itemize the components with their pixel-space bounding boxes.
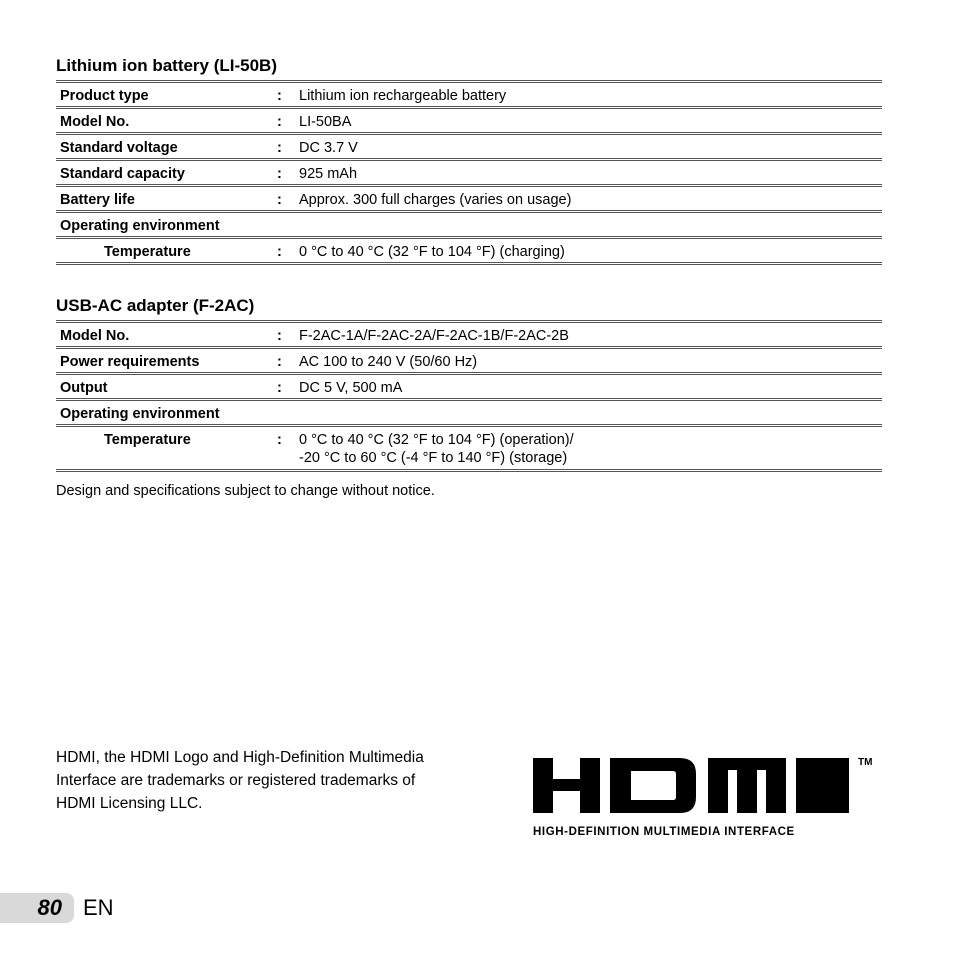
spec-value-line-1: 0 °C to 40 °C (32 °F to 104 °F) (operation)/ — [299, 432, 574, 448]
spec-label: Model No. — [60, 114, 130, 130]
spec-row-product-type — [56, 83, 882, 109]
spec-label: Temperature — [104, 432, 191, 448]
hdmi-logo-graphic — [530, 754, 882, 840]
spec-row-operating-environment — [56, 401, 882, 427]
spec-value: Approx. 300 full charges (varies on usage) — [299, 192, 572, 208]
trademark-line-3: HDMI Licensing LLC. — [56, 795, 203, 812]
spec-label: Operating environment — [60, 218, 220, 234]
battery-spec-table — [56, 80, 882, 265]
spec-colon: : — [277, 380, 282, 396]
spec-value: F-2AC-1A/F-2AC-2A/F-2AC-1B/F-2AC-2B — [299, 328, 569, 344]
spec-label: Power requirements — [60, 354, 200, 370]
specification-notice: Design and specifications subject to change without notice. — [56, 483, 435, 499]
page-number-tab — [0, 893, 74, 923]
page-language: EN — [83, 895, 114, 920]
spec-value: DC 5 V, 500 mA — [299, 380, 403, 396]
spec-row-output — [56, 375, 882, 401]
spec-colon: : — [277, 114, 282, 130]
spec-label: Standard voltage — [60, 140, 178, 156]
spec-colon: : — [277, 328, 282, 344]
spec-value: LI-50BA — [299, 114, 352, 130]
hdmi-trademark-notice — [56, 746, 476, 815]
adapter-section-title: USB-AC adapter (F-2AC) — [56, 296, 255, 315]
spec-value — [299, 431, 574, 467]
spec-colon: : — [277, 432, 282, 448]
spec-row-standard-voltage — [56, 135, 882, 161]
spec-row-power-requirements — [56, 349, 882, 375]
spec-colon: : — [277, 244, 282, 260]
trademark-line-1: HDMI, the HDMI Logo and High-Definition Multimedia — [56, 749, 424, 766]
spec-row-battery-life — [56, 187, 882, 213]
spec-colon: : — [277, 354, 282, 370]
spec-label: Model No. — [60, 328, 130, 344]
spec-value: 0 °C to 40 °C (32 °F to 104 °F) (charging) — [299, 244, 565, 260]
trademark-line-2: Interface are trademarks or registered trademarks of — [56, 772, 416, 789]
spec-label: Operating environment — [60, 406, 220, 422]
spec-row-model-no — [56, 323, 882, 349]
spec-colon: : — [277, 166, 282, 182]
spec-row-temperature — [56, 239, 882, 265]
spec-row-operating-environment — [56, 213, 882, 239]
spec-value: DC 3.7 V — [299, 140, 358, 156]
spec-colon: : — [277, 140, 282, 156]
spec-label: Battery life — [60, 192, 135, 208]
spec-row-temperature — [56, 427, 882, 472]
adapter-spec-table — [56, 320, 882, 472]
spec-colon: : — [277, 192, 282, 208]
hdmi-tm-mark: TM — [858, 757, 873, 768]
spec-row-model-no — [56, 109, 882, 135]
spec-label: Product type — [60, 88, 149, 104]
spec-label: Output — [60, 380, 108, 396]
spec-value: 925 mAh — [299, 166, 358, 182]
hdmi-logo — [530, 754, 882, 845]
spec-value: AC 100 to 240 V (50/60 Hz) — [299, 354, 478, 370]
spec-row-standard-capacity — [56, 161, 882, 187]
spec-value: Lithium ion rechargeable battery — [299, 88, 507, 104]
battery-section-title: Lithium ion battery (LI-50B) — [56, 56, 277, 75]
spec-colon: : — [277, 88, 282, 104]
spec-label: Temperature — [104, 244, 191, 260]
spec-label: Standard capacity — [60, 166, 185, 182]
hdmi-tagline: HIGH-DEFINITION MULTIMEDIA INTERFACE — [533, 826, 795, 838]
spec-value-line-2: -20 °C to 60 °C (-4 °F to 140 °F) (storage) — [299, 450, 568, 466]
page-number: 80 — [37, 895, 62, 920]
